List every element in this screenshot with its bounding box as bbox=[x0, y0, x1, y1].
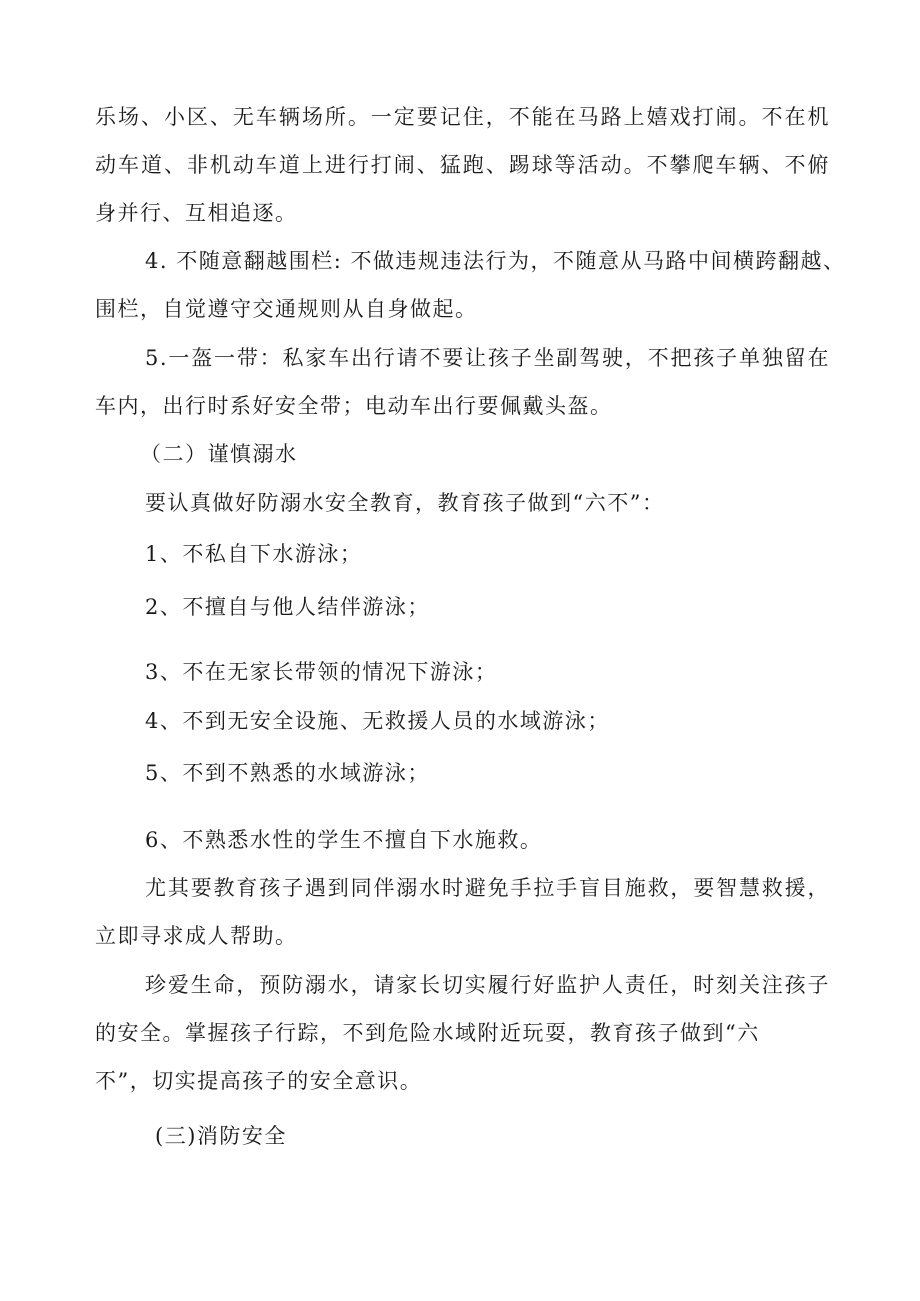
paragraph-line: 尤其要教育孩子遇到同伴溺水时避免手拉手盲目施救，要智慧救援， bbox=[145, 876, 830, 900]
list-item-line: 2、不擅自与他人结伴游泳； bbox=[145, 595, 430, 619]
paragraph-line: 珍爱生命，预防溺水，请家长切实履行好监护人责任，时刻关注孩子 bbox=[145, 973, 830, 997]
paragraph-line: 动车道、非机动车道上进行打闹、猛跑、踢球等活动。不攀爬车辆、不俯 bbox=[95, 153, 830, 177]
paragraph-line: 身并行、互相追逐。 bbox=[95, 201, 298, 225]
list-item-line: 4. 不随意翻越围栏: 不做违规违法行为，不随意从马路中间横跨翻越、 bbox=[145, 249, 846, 273]
list-item-line: 4、不到无安全设施、无救援人员的水域游泳； bbox=[145, 709, 610, 733]
list-item-line: 3、不在无家长带领的情况下游泳； bbox=[145, 660, 498, 684]
section-heading: (三)消防安全 bbox=[155, 1124, 287, 1148]
paragraph-line: 乐场、小区、无车辆场所。一定要记住，不能在马路上嬉戏打闹。不在机 bbox=[95, 105, 830, 129]
list-item-line: 5、不到不熟悉的水域游泳； bbox=[145, 761, 430, 785]
list-item-line: 1、不私自下水游泳； bbox=[145, 542, 363, 566]
list-item-line: 围栏，自觉遵守交通规则从自身做起。 bbox=[95, 297, 478, 321]
paragraph-line: 不”，切实提高孩子的安全意识。 bbox=[95, 1069, 423, 1093]
list-item-line: 车内，出行时系好安全带；电动车出行要佩戴头盔。 bbox=[95, 394, 613, 418]
list-item-line: 5.一盔一带：私家车出行请不要让孩子坐副驾驶，不把孩子单独留在 bbox=[145, 346, 830, 370]
section-heading: （二）谨慎溺水 bbox=[140, 442, 298, 466]
paragraph-line: 要认真做好防溺水安全教育，教育孩子做到“六不”： bbox=[145, 491, 665, 515]
list-item-line: 6、不熟悉水性的学生不擅自下水施救。 bbox=[145, 828, 543, 852]
paragraph-line: 的安全。掌握孩子行踪，不到危险水域附近玩耍，教育孩子做到“六 bbox=[95, 1021, 760, 1045]
paragraph-line: 立即寻求成人帮助。 bbox=[95, 924, 298, 948]
